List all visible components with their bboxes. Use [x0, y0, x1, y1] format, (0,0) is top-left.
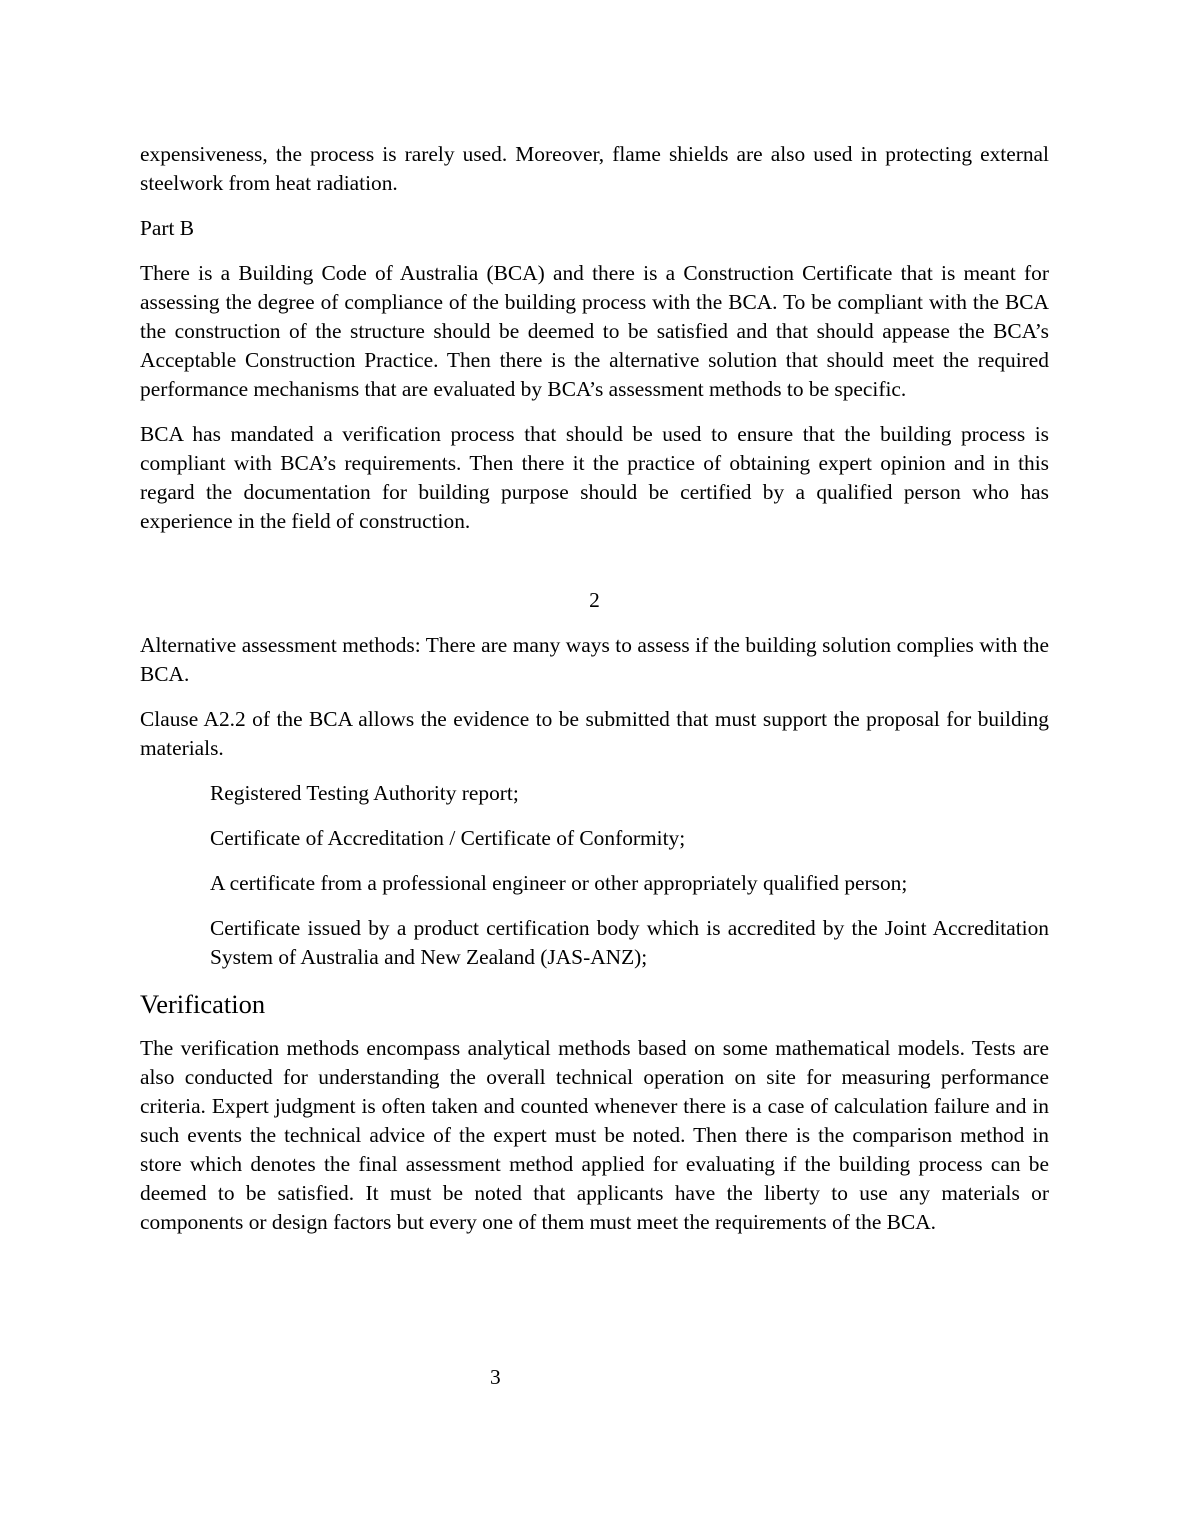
- paragraph-bca-overview: There is a Building Code of Australia (BCA) and there is a Construction Certificate that is meant for assessing the degree of compliance of the building process with the BCA. To be compliant with the BCA the construction of the structure should be deemed to be satisfied and that should appease the BCA’s Acceptable Construction Practice. Then there is the alternative solution that should meet the required performance mechanisms that are evaluated by BCA’s assessment methods to be specific.: [140, 261, 1049, 401]
- verification-heading: Verification: [140, 989, 266, 1019]
- list-item: Certificate issued by a product certification body which is accredited by the Joint Accreditation System of Australia and New Zealand (JAS-ANZ);: [210, 916, 1049, 969]
- paragraph-verification-methods: The verification methods encompass analytical methods based on some mathematical models. Tests are also conducted for understanding the overall technical operation on site for measuring performance criteria. Expert judgment is often taken and counted whenever there is a case of calculation failure and in such events the technical advice of the expert must be noted. Then there is the comparison method in store which denotes the final assessment method applied for evaluating if the building process can be deemed to be satisfied. It must be noted that applicants have the liberty to use any materials or components or design factors but every one of them must meet the requirements of the BCA.: [140, 1036, 1049, 1234]
- list-item: Registered Testing Authority report;: [210, 781, 519, 805]
- page-number: 2: [589, 588, 600, 612]
- paragraph-clause-a22: Clause A2.2 of the BCA allows the evidence to be submitted that must support the proposal for building materials.: [140, 707, 1049, 760]
- paragraph-verification-process: BCA has mandated a verification process that should be used to ensure that the building process is compliant with BCA’s requirements. Then there it the practice of obtaining expert opinion and in this regard the documentation for building purpose should be certified by a qualified person who has experience in the field of construction.: [140, 422, 1049, 533]
- list-item: Certificate of Accreditation / Certificate of Conformity;: [210, 826, 686, 850]
- list-item: A certificate from a professional engineer or other appropriately qualified person;: [210, 871, 908, 895]
- page-number: 3: [490, 1365, 501, 1389]
- paragraph-alternative-methods: Alternative assessment methods: There are many ways to assess if the building solution complies with the BCA.: [140, 633, 1049, 686]
- document-page: [140, 140, 1049, 1253]
- paragraph-expensiveness: expensiveness, the process is rarely used. Moreover, flame shields are also used in protecting external steelwork from heat radiation.: [140, 142, 1049, 195]
- part-b-label: Part B: [140, 216, 195, 240]
